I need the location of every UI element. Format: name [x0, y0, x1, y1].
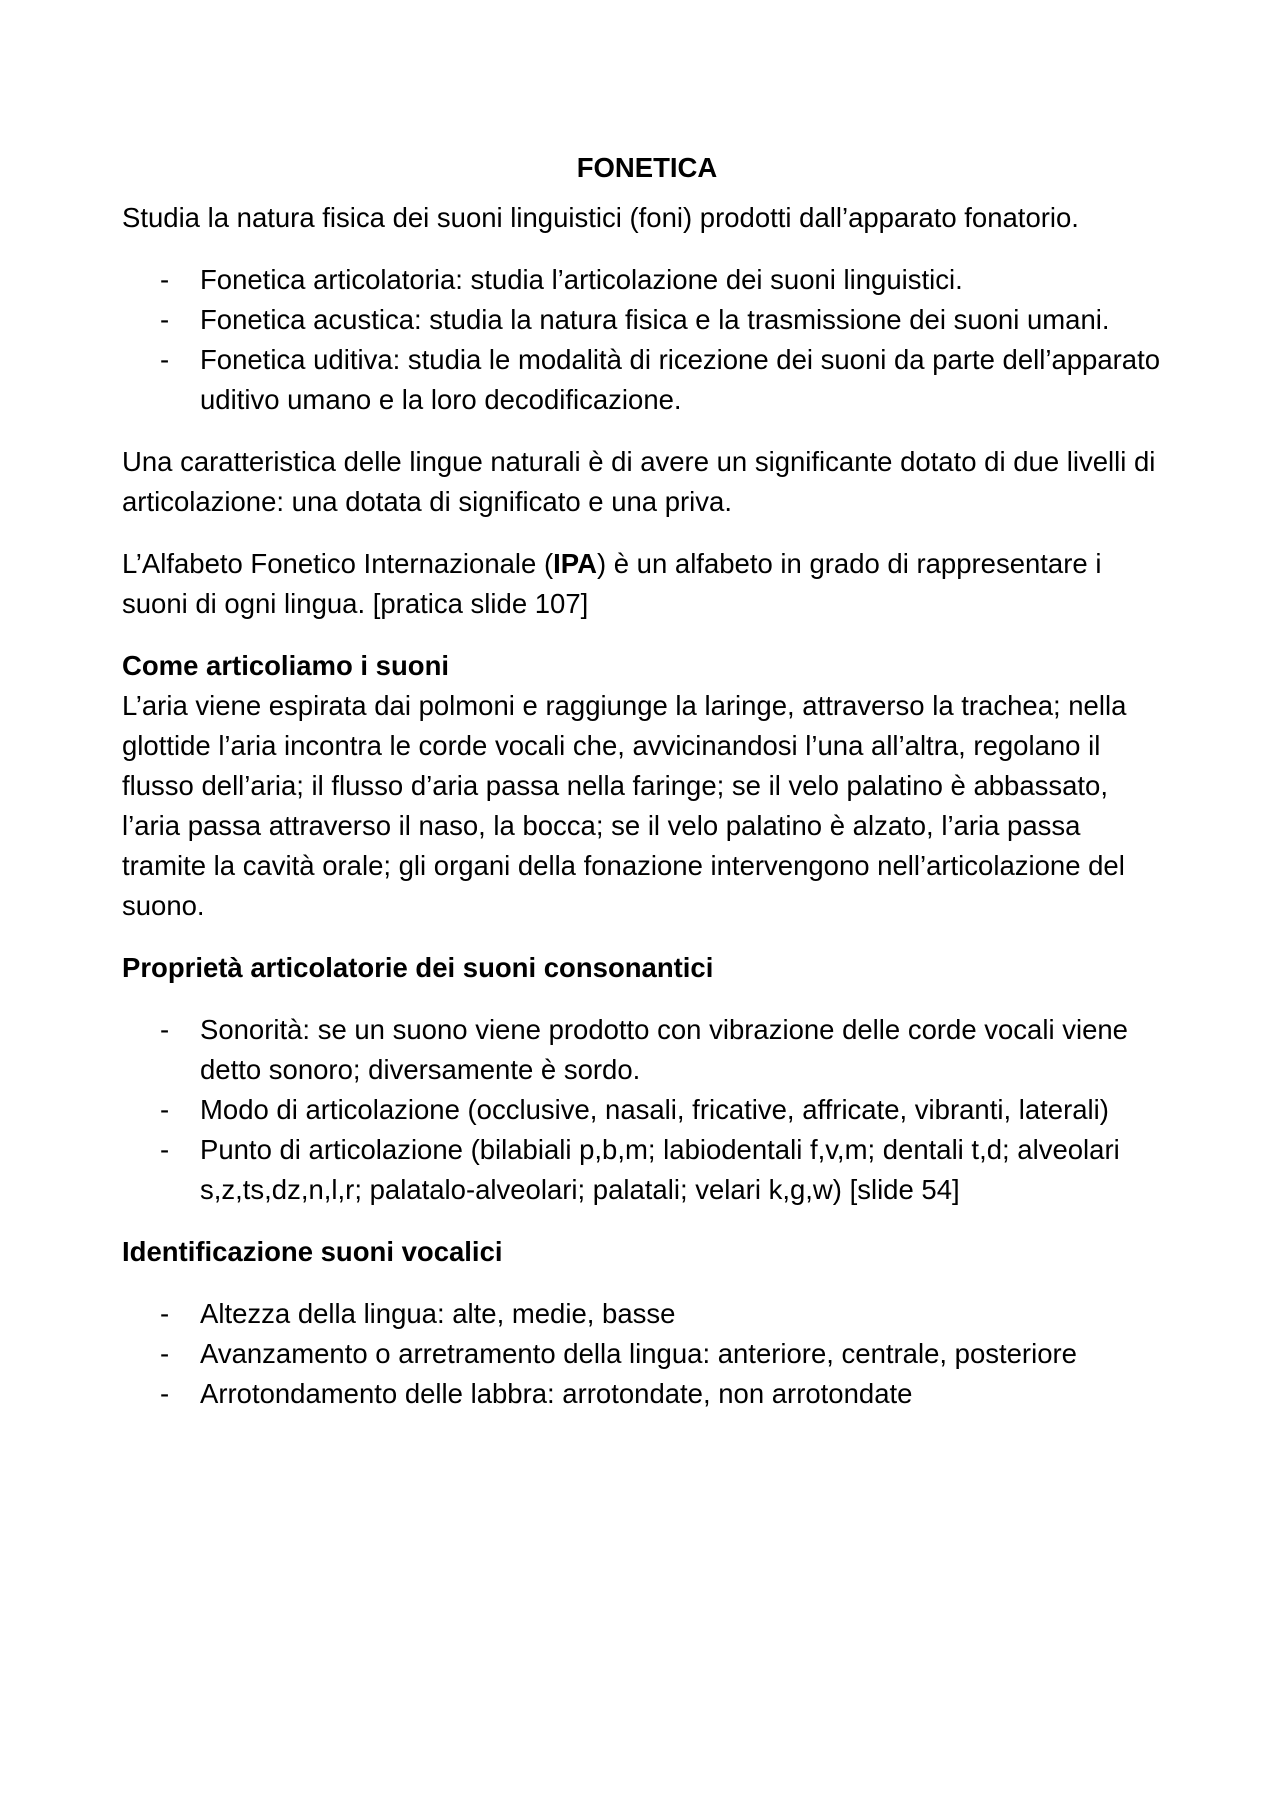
ipa-text-after: ) è un alfabeto in grado di rappresentare i suoni di ogni lingua. [pratica slide 107] — [122, 548, 1102, 619]
levels-paragraph: Una caratteristica delle lingue naturali è di avere un significante dotato di due livelli di articolazione: una dotata di significato e una priva. — [122, 446, 1156, 517]
branches-list — [122, 260, 1172, 420]
list-item — [122, 260, 1172, 300]
list-item — [122, 1294, 1172, 1334]
intro-paragraph: Studia la natura fisica dei suoni linguistici (foni) prodotti dall’apparato fonatorio. — [122, 202, 1079, 233]
bullet-dash: - — [160, 264, 170, 295]
list-item — [122, 1130, 1172, 1210]
ipa-text-before: L’Alfabeto Fonetico Internazionale ( — [122, 548, 554, 579]
ipa-paragraph — [122, 544, 1172, 624]
articulation-heading: Come articoliamo i suoni — [122, 650, 450, 681]
list-item — [122, 1334, 1172, 1374]
bullet-dash: - — [160, 1134, 170, 1165]
bullet-dash: - — [160, 1014, 170, 1045]
list-item-text: Fonetica uditiva: studia le modalità di ricezione dei suoni da parte dell’apparato uditivo umano e la loro decodificazione. — [200, 344, 1161, 415]
page-title: FONETICA — [576, 152, 718, 183]
list-item — [122, 300, 1172, 340]
list-item-text: Avanzamento o arretramento della lingua: anteriore, centrale, posteriore — [200, 1338, 1077, 1369]
list-item-text: Fonetica acustica: studia la natura fisica e la trasmissione dei suoni umani. — [200, 304, 1110, 335]
consonants-heading: Proprietà articolatorie dei suoni consonantici — [122, 952, 714, 983]
list-item — [122, 1374, 1172, 1414]
document-content — [122, 148, 1172, 1436]
list-item — [122, 1090, 1172, 1130]
list-item — [122, 1010, 1172, 1090]
bullet-dash: - — [160, 1094, 170, 1125]
bullet-dash: - — [160, 1378, 170, 1409]
list-item — [122, 340, 1172, 420]
list-item-text: Modo di articolazione (occlusive, nasali, fricative, affricate, vibranti, laterali) — [200, 1094, 1109, 1125]
list-item-text: Sonorità: se un suono viene prodotto con vibrazione delle corde vocali viene detto sonoro; diversamente è sordo. — [200, 1014, 1128, 1085]
consonants-list — [122, 1010, 1172, 1210]
bullet-dash: - — [160, 1298, 170, 1329]
bullet-dash: - — [160, 304, 170, 335]
list-item-text: Punto di articolazione (bilabiali p,b,m; labiodentali f,v,m; dentali t,d; alveolari s,z,ts,dz,n,l,r; palatalo-alveolari; palatali; velari k,g,w) [slide 54] — [200, 1134, 1120, 1205]
list-item-text: Fonetica articolatoria: studia l’articolazione dei suoni linguistici. — [200, 264, 963, 295]
list-item-text: Arrotondamento delle labbra: arrotondate, non arrotondate — [200, 1378, 913, 1409]
bullet-dash: - — [160, 1338, 170, 1369]
ipa-acronym: IPA — [553, 548, 597, 579]
articulation-paragraph: L’aria viene espirata dai polmoni e raggiunge la laringe, attraverso la trachea; nella glottide l’aria incontra le corde vocali che, avvicinandosi l’una all’altra, regolano il flusso dell’aria; il flusso d’aria passa nella faringe; se il velo palatino è abbassato, l’aria passa attraverso il naso, la bocca; se il velo palatino è alzato, l’aria passa tramite la cavità orale; gli organi della fonazione intervengono nell’articolazione del suono. — [122, 690, 1127, 921]
vowels-heading: Identificazione suoni vocalici — [122, 1236, 503, 1267]
vowels-list — [122, 1294, 1172, 1414]
list-item-text: Altezza della lingua: alte, medie, basse — [200, 1298, 676, 1329]
bullet-dash: - — [160, 344, 170, 375]
